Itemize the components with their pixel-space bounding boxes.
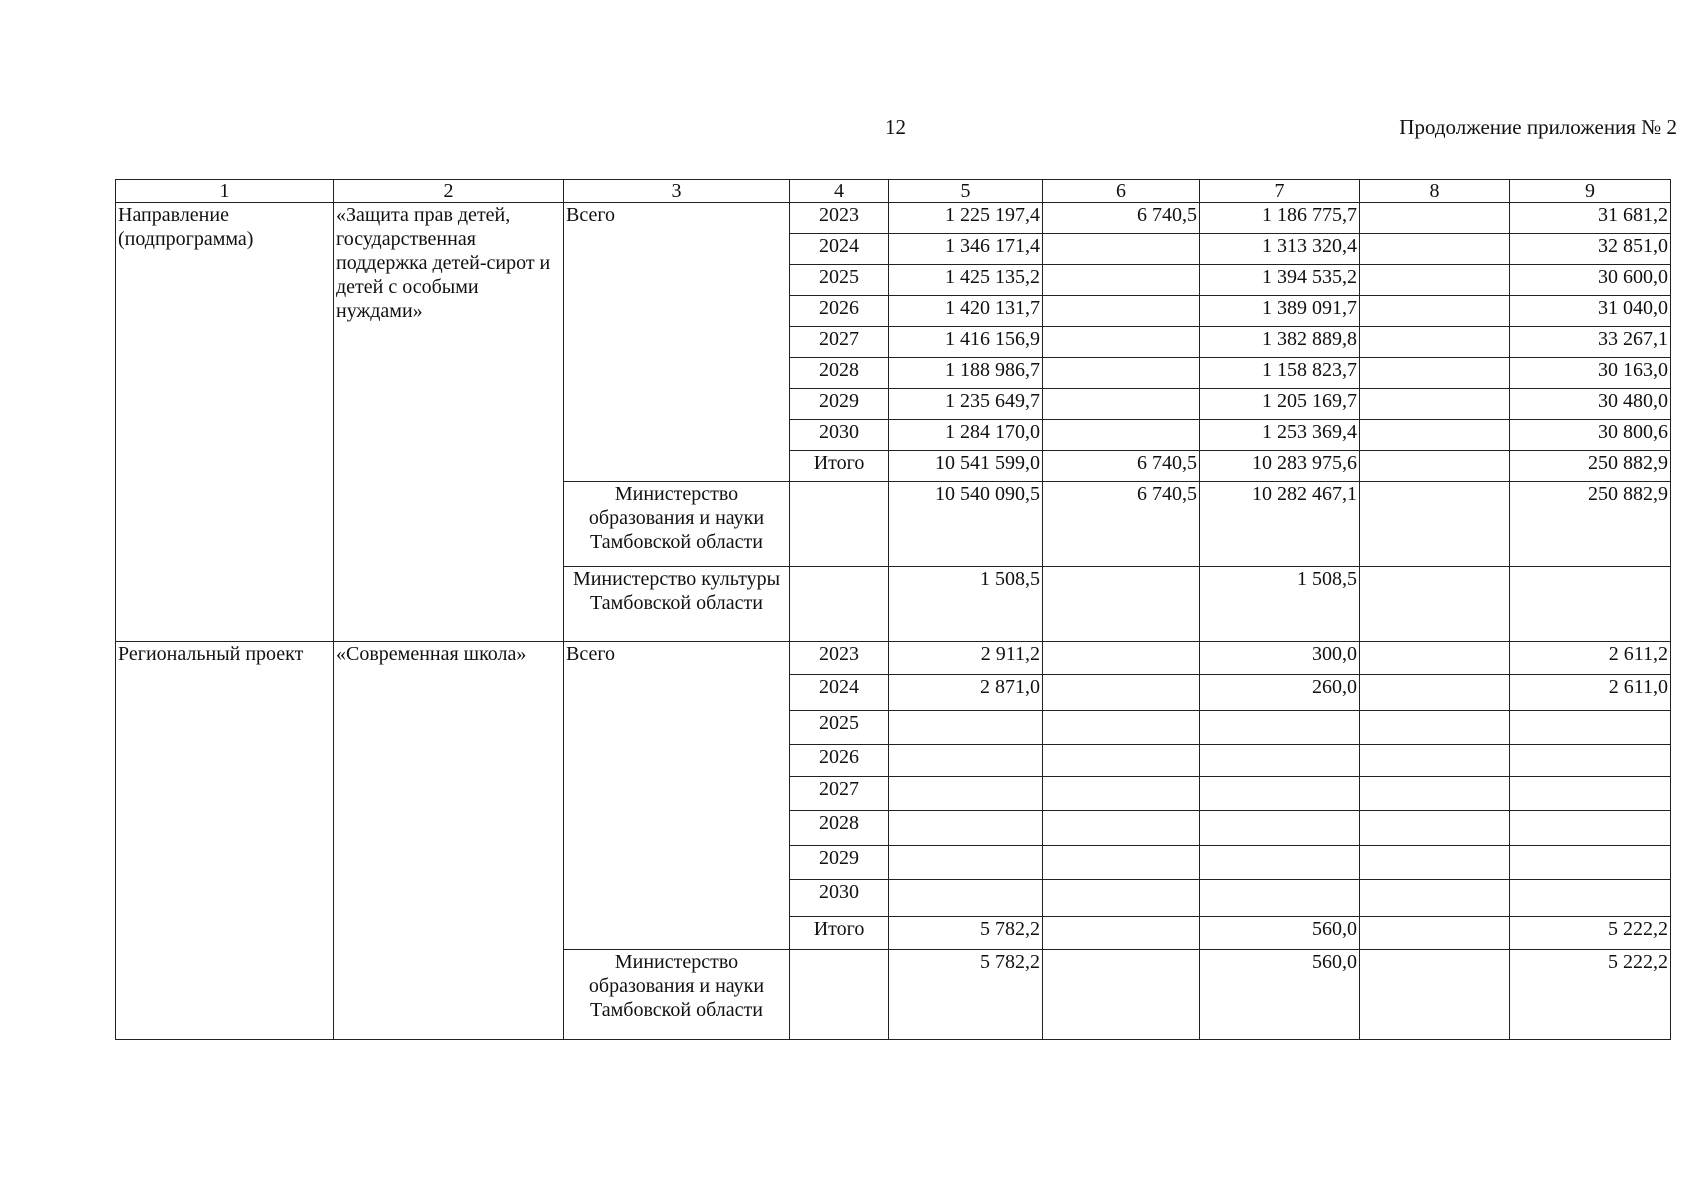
amount-cell: 31 040,0 [1510, 296, 1671, 327]
program-element-name: «Защита прав детей, государственная поддержка детей-сирот и детей с особыми нуждами» [334, 203, 564, 642]
amount-cell: 250 882,9 [1510, 482, 1671, 567]
column-header: 3 [564, 180, 790, 203]
amount-cell: 6 740,5 [1043, 203, 1200, 234]
agency-name: Министерство образования и науки Тамбовской области [564, 950, 790, 1040]
amount-cell [1510, 846, 1671, 880]
amount-cell [1360, 811, 1510, 846]
program-element-type: Региональный проект [116, 642, 334, 1040]
year-cell: 2026 [790, 296, 889, 327]
amount-cell [1043, 711, 1200, 745]
amount-cell: 30 163,0 [1510, 358, 1671, 389]
amount-cell [1200, 846, 1360, 880]
amount-cell [1043, 327, 1200, 358]
column-header: 6 [1043, 180, 1200, 203]
year-cell: Итого [790, 451, 889, 482]
regional-project-block [116, 642, 1671, 1040]
amount-cell [1360, 711, 1510, 745]
amount-cell [1360, 880, 1510, 917]
year-cell: 2025 [790, 265, 889, 296]
year-cell: 2029 [790, 846, 889, 880]
agency-year-cell [790, 950, 889, 1040]
year-cell: 2024 [790, 234, 889, 265]
amount-cell: 6 740,5 [1043, 482, 1200, 567]
amount-cell [1360, 482, 1510, 567]
column-header: 2 [334, 180, 564, 203]
amount-cell [889, 811, 1043, 846]
column-number-row [116, 180, 1671, 203]
amount-cell: 6 740,5 [1043, 451, 1200, 482]
amount-cell [1043, 917, 1200, 950]
amount-cell: 10 541 599,0 [889, 451, 1043, 482]
amount-cell: 30 480,0 [1510, 389, 1671, 420]
amount-cell [1043, 420, 1200, 451]
amount-cell: 1 188 986,7 [889, 358, 1043, 389]
amount-cell [1360, 203, 1510, 234]
amount-cell: 2 611,2 [1510, 642, 1671, 675]
amount-cell: 1 394 535,2 [1200, 265, 1360, 296]
amount-cell [1360, 745, 1510, 777]
amount-cell [1043, 880, 1200, 917]
amount-cell [889, 711, 1043, 745]
amount-cell [1360, 675, 1510, 711]
amount-cell [1043, 846, 1200, 880]
appendix-continuation-note: Продолжение приложения № 2 [1399, 115, 1677, 139]
program-element-name: «Современная школа» [334, 642, 564, 1040]
amount-cell [1360, 265, 1510, 296]
amount-cell [1043, 389, 1200, 420]
year-cell: 2028 [790, 811, 889, 846]
year-cell: 2027 [790, 327, 889, 358]
year-cell: Итого [790, 917, 889, 950]
amount-cell: 1 313 320,4 [1200, 234, 1360, 265]
amount-cell: 1 420 131,7 [889, 296, 1043, 327]
amount-cell: 1 158 823,7 [1200, 358, 1360, 389]
amount-cell [1043, 567, 1200, 642]
amount-cell [889, 846, 1043, 880]
year-cell: 2023 [790, 203, 889, 234]
year-cell: 2028 [790, 358, 889, 389]
amount-cell [889, 777, 1043, 811]
amount-cell: 31 681,2 [1510, 203, 1671, 234]
amount-cell: 1 508,5 [889, 567, 1043, 642]
table-row [116, 642, 1671, 675]
funding-source-total: Всего [564, 203, 790, 482]
agency-name: Министерство культуры Тамбовской области [564, 567, 790, 642]
amount-cell [1200, 745, 1360, 777]
year-cell: 2027 [790, 777, 889, 811]
amount-cell: 2 911,2 [889, 642, 1043, 675]
column-header: 5 [889, 180, 1043, 203]
year-cell: 2024 [790, 675, 889, 711]
amount-cell: 2 871,0 [889, 675, 1043, 711]
amount-cell [1043, 265, 1200, 296]
amount-cell [1043, 296, 1200, 327]
amount-cell: 560,0 [1200, 950, 1360, 1040]
amount-cell [1043, 358, 1200, 389]
column-header: 1 [116, 180, 334, 203]
amount-cell [1510, 880, 1671, 917]
amount-cell: 250 882,9 [1510, 451, 1671, 482]
amount-cell: 1 186 775,7 [1200, 203, 1360, 234]
amount-cell [1043, 950, 1200, 1040]
amount-cell: 560,0 [1200, 917, 1360, 950]
amount-cell [1043, 675, 1200, 711]
amount-cell: 1 235 649,7 [889, 389, 1043, 420]
amount-cell [1360, 296, 1510, 327]
amount-cell [1510, 711, 1671, 745]
amount-cell: 32 851,0 [1510, 234, 1671, 265]
amount-cell: 10 540 090,5 [889, 482, 1043, 567]
amount-cell: 5 782,2 [889, 950, 1043, 1040]
program-element-type: Направление (подпрограмма) [116, 203, 334, 642]
amount-cell: 1 508,5 [1200, 567, 1360, 642]
amount-cell: 1 346 171,4 [889, 234, 1043, 265]
amount-cell [1043, 234, 1200, 265]
amount-cell [1200, 811, 1360, 846]
amount-cell [1200, 880, 1360, 917]
amount-cell: 10 282 467,1 [1200, 482, 1360, 567]
amount-cell [1360, 389, 1510, 420]
amount-cell [1360, 777, 1510, 811]
column-header: 8 [1360, 180, 1510, 203]
amount-cell [1360, 950, 1510, 1040]
amount-cell: 1 416 156,9 [889, 327, 1043, 358]
amount-cell [1200, 711, 1360, 745]
year-cell: 2026 [790, 745, 889, 777]
year-cell: 2023 [790, 642, 889, 675]
amount-cell: 1 425 135,2 [889, 265, 1043, 296]
subprogram-block [116, 203, 1671, 642]
amount-cell [1360, 358, 1510, 389]
amount-cell [1510, 811, 1671, 846]
agency-year-cell [790, 482, 889, 567]
amount-cell [1200, 777, 1360, 811]
funding-source-total: Всего [564, 642, 790, 950]
amount-cell: 1 253 369,4 [1200, 420, 1360, 451]
amount-cell [1360, 327, 1510, 358]
amount-cell [1043, 745, 1200, 777]
amount-cell [1043, 642, 1200, 675]
amount-cell [1360, 451, 1510, 482]
amount-cell [1360, 234, 1510, 265]
amount-cell [1510, 777, 1671, 811]
amount-cell [889, 745, 1043, 777]
amount-cell: 5 222,2 [1510, 950, 1671, 1040]
amount-cell [1043, 777, 1200, 811]
amount-cell [1360, 917, 1510, 950]
amount-cell [1360, 642, 1510, 675]
amount-cell: 10 283 975,6 [1200, 451, 1360, 482]
amount-cell: 5 782,2 [889, 917, 1043, 950]
amount-cell: 30 800,6 [1510, 420, 1671, 451]
amount-cell: 1 225 197,4 [889, 203, 1043, 234]
table-row [116, 203, 1671, 234]
amount-cell: 300,0 [1200, 642, 1360, 675]
column-header: 4 [790, 180, 889, 203]
amount-cell [1510, 567, 1671, 642]
amount-cell [1360, 846, 1510, 880]
amount-cell: 260,0 [1200, 675, 1360, 711]
year-cell: 2030 [790, 420, 889, 451]
page-number: 12 [885, 115, 906, 139]
amount-cell: 5 222,2 [1510, 917, 1671, 950]
agency-name: Министерство образования и науки Тамбовской области [564, 482, 790, 567]
amount-cell: 1 205 169,7 [1200, 389, 1360, 420]
year-cell: 2029 [790, 389, 889, 420]
amount-cell [1360, 567, 1510, 642]
amount-cell [1510, 745, 1671, 777]
amount-cell [1360, 420, 1510, 451]
amount-cell: 1 284 170,0 [889, 420, 1043, 451]
amount-cell: 2 611,0 [1510, 675, 1671, 711]
column-header: 7 [1200, 180, 1360, 203]
amount-cell: 1 382 889,8 [1200, 327, 1360, 358]
financing-table [115, 179, 1671, 1040]
amount-cell: 30 600,0 [1510, 265, 1671, 296]
year-cell: 2030 [790, 880, 889, 917]
agency-year-cell [790, 567, 889, 642]
amount-cell [889, 880, 1043, 917]
column-header: 9 [1510, 180, 1671, 203]
amount-cell [1043, 811, 1200, 846]
amount-cell: 1 389 091,7 [1200, 296, 1360, 327]
year-cell: 2025 [790, 711, 889, 745]
amount-cell: 33 267,1 [1510, 327, 1671, 358]
